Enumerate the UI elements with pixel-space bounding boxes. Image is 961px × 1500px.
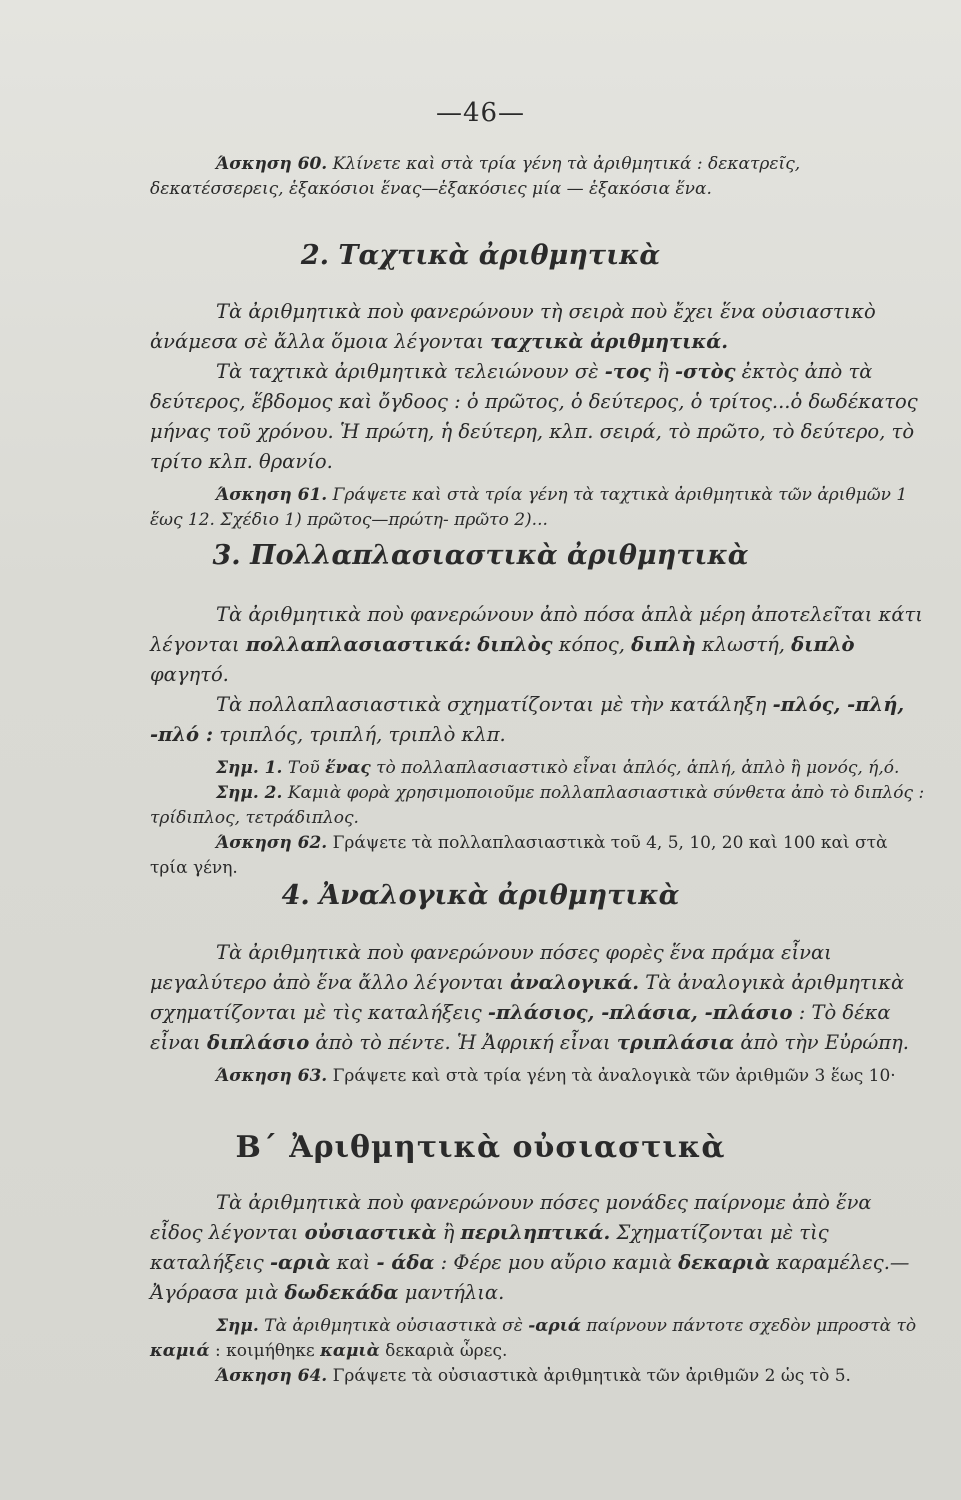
text: παίρνουν πάντοτε σχεδὸν μπροστὰ τὸ xyxy=(586,1316,917,1336)
bold-term: καμιά xyxy=(150,1341,210,1361)
bold-term: καμιὰ xyxy=(320,1341,380,1361)
note-label: Σημ. 2. xyxy=(216,783,283,803)
exercise-text: Γράψετε τὰ οὐσιαστικὰ ἀριθμητικὰ τῶν ἀριθμῶν 2 ὡς τὸ 5. xyxy=(332,1366,851,1386)
bold-term: πολλαπλασιαστικά: xyxy=(245,633,472,656)
note-2 xyxy=(150,781,925,831)
bold-term: διπλὴ xyxy=(631,633,696,656)
exercise-label: Άσκηση 63. xyxy=(216,1066,328,1086)
paragraph xyxy=(150,938,925,1058)
text: φαγητό. xyxy=(150,663,229,686)
bold-term: -στὸς xyxy=(674,360,736,383)
note xyxy=(150,1314,925,1364)
text: Τὰ πολλαπλασιαστικὰ σχηματίζονται μὲ τὴν κατάληξη xyxy=(216,693,767,716)
exercise-label: Άσκηση 64. xyxy=(216,1366,328,1386)
text: Τὰ ταχτικὰ ἀριθμητικὰ τελειώνουν σὲ xyxy=(216,360,599,383)
text: Τὰ ἀριθμητικὰ ποὺ φανερώνουν τὴ σειρὰ ποὺ ἔχει ἕνα οὐσιαστικὸ ἀνάμεσα σὲ ἄλλα ὅμοια λέγονται xyxy=(150,300,876,353)
bold-term: οὐσιαστικὰ xyxy=(304,1221,437,1244)
bold-term: διπλὸ xyxy=(791,633,855,656)
note-label: Σημ. 1. xyxy=(216,758,283,778)
bold-term: - άδα xyxy=(376,1251,435,1274)
bold-term: -πλός, -πλή, -πλό : xyxy=(150,693,905,746)
text: τὸ πολλαπλασιαστικὸ εἶναι ἁπλός, ἁπλή, ἁπλὸ ἢ μονός, ή,ό. xyxy=(376,758,900,778)
section-heading-proportional: 4. Ἀναλογικὰ ἀριθμητικὰ xyxy=(281,880,680,911)
bold-term: διπλάσιο xyxy=(206,1031,310,1054)
bold-term: ἕνας xyxy=(325,758,371,778)
page-number: —46— xyxy=(435,98,526,128)
bold-term: διπλὸς xyxy=(477,633,553,656)
exercise-61 xyxy=(150,483,925,533)
text: ἀπὸ τὸ πέντε. Ἡ Ἀφρική εἶναι xyxy=(315,1031,611,1054)
text: καὶ xyxy=(336,1251,371,1274)
exercise-60 xyxy=(150,152,925,202)
text: Τὰ ἀριθμητικὰ ποὺ φανερώνουν πόσες φορὲς ἕνα πράμα εἶναι μεγαλύτερο ἀπὸ ἕνα ἄλλο λέγονται xyxy=(150,941,832,994)
text: τριπλός, τριπλή, τριπλὸ κλπ. xyxy=(219,723,506,746)
section-heading-numeral-nouns: Β΄ Ἀριθμητικὰ οὐσιαστικὰ xyxy=(235,1130,726,1165)
text: : Τὸ δέκα εἶναι xyxy=(150,1001,891,1054)
exercise-label: Άσκηση 61. xyxy=(216,485,328,505)
exercise-text: Γράψετε καὶ στὰ τρία γένη τὰ ταχτικὰ ἀριθμητικὰ τῶν ἀριθμῶν 1 ἕως 12. Σχέδιο 1) πρῶτος—πρώτη- πρῶτο 2)... xyxy=(150,485,908,530)
text: ἐκτὸς ἀπὸ τὰ δεύτερος, ἕβδομος καὶ ὄγδοος : ὁ πρῶτος, ὁ δεύτερος, ὁ τρίτος...ὁ δωδέκατος μήνας τοῦ χρόνου. Ἡ πρώτη, ἡ δεύτερη, κλπ. σειρά, τὸ πρῶτο, τὸ δεύτερο, τὸ τρίτο κλπ. θρανίο. xyxy=(150,360,918,473)
text: Τὰ ἀριθμητικὰ οὐσιαστικὰ σὲ xyxy=(264,1316,523,1336)
exercise-63 xyxy=(150,1064,925,1089)
bold-term: -τος xyxy=(604,360,651,383)
section-multiplicative-body xyxy=(150,600,925,881)
text: Τοῦ xyxy=(287,758,320,778)
bold-term: δεκαριὰ xyxy=(678,1251,771,1274)
exercise-label: Άσκηση 60. xyxy=(216,154,328,174)
text: Σχηματίζονται μὲ τὶς καταλήξεις xyxy=(150,1221,829,1274)
bold-term: περιληπτικά. xyxy=(460,1221,611,1244)
bold-term: -πλάσιος, -πλάσια, -πλάσιο xyxy=(487,1001,793,1024)
bold-term: ἀναλογικά. xyxy=(510,971,640,994)
exercise-62 xyxy=(150,831,925,881)
text: : Φέρε μου αὔριο καμιὰ xyxy=(440,1251,672,1274)
exercise-text: Κλίνετε καὶ στὰ τρία γένη τὰ ἀριθμητικά : δεκατρεῖς, δεκατέσσερεις, ἑξακόσιοι ἕνας—ἑξακόσιες μία — ἑξακόσια ἕνα. xyxy=(150,154,801,199)
section-proportional-body xyxy=(150,938,925,1089)
section-ordinal-body xyxy=(150,297,925,533)
text: Τὰ ἀναλογικὰ ἀριθμητικὰ σχηματίζονται μὲ τὶς καταλήξεις xyxy=(150,971,905,1024)
note-label: Σημ. xyxy=(216,1316,259,1336)
text: καραμέλες.— Ἀγόρασα μιὰ xyxy=(150,1251,910,1304)
bold-term: -αριά xyxy=(528,1316,582,1336)
text: δεκαριὰ ὧρες. xyxy=(385,1341,508,1361)
paragraph xyxy=(150,600,925,690)
text: ἢ xyxy=(657,360,669,383)
text: Τὰ ἀριθμητικὰ ποὺ φανερώνουν ἀπὸ πόσα ἁπλὰ μέρη ἀποτελεῖται κάτι λέγονται xyxy=(150,603,923,656)
text: κλωστή, xyxy=(701,633,785,656)
exercise-text: Γράψετε τὰ πολλαπλασιαστικὰ τοῦ 4, 5, 10, 20 καὶ 100 καὶ στὰ τρία γένη. xyxy=(150,833,888,878)
section-heading-ordinal: 2. Ταχτικὰ ἀριθμητικὰ xyxy=(300,240,661,271)
exercise-text: Γράψετε καὶ στὰ τρία γένη τὰ ἀναλογικὰ τῶν ἀριθμῶν 3 ἕως 10· xyxy=(332,1066,896,1086)
text: Τὰ ἀριθμητικὰ ποὺ φανερώνουν πόσες μονάδες παίρνομε ἀπὸ ἕνα εἶδος λέγονται xyxy=(150,1191,872,1244)
text: ἀπὸ τὴν Εὐρώπη. xyxy=(740,1031,909,1054)
exercise-64 xyxy=(150,1364,925,1389)
paragraph xyxy=(150,297,925,357)
section-heading-multiplicative: 3. Πολλαπλασιαστικὰ ἀριθμητικὰ xyxy=(212,540,749,571)
paragraph xyxy=(150,357,925,477)
bold-term: -αριὰ xyxy=(269,1251,331,1274)
text: Καμιὰ φορὰ χρησιμοποιοῦμε πολλαπλασιαστικὰ σύνθετα ἀπὸ τὸ διπλός : τρίδιπλος, τετράδιπλος. xyxy=(150,783,925,828)
bold-term: δωδεκάδα xyxy=(284,1281,399,1304)
paragraph xyxy=(150,690,925,750)
note-1 xyxy=(150,756,925,781)
text: μαντήλια. xyxy=(404,1281,505,1304)
exercise-label: Άσκηση 62. xyxy=(216,833,328,853)
paragraph xyxy=(150,1188,925,1308)
text: ἢ xyxy=(442,1221,455,1244)
text: : κοιμήθηκε xyxy=(214,1341,315,1361)
bold-term: ταχτικὰ ἀριθμητικά. xyxy=(490,330,729,353)
text: κόπος, xyxy=(558,633,625,656)
bold-term: τριπλάσια xyxy=(616,1031,735,1054)
section-numeral-nouns-body xyxy=(150,1188,925,1389)
